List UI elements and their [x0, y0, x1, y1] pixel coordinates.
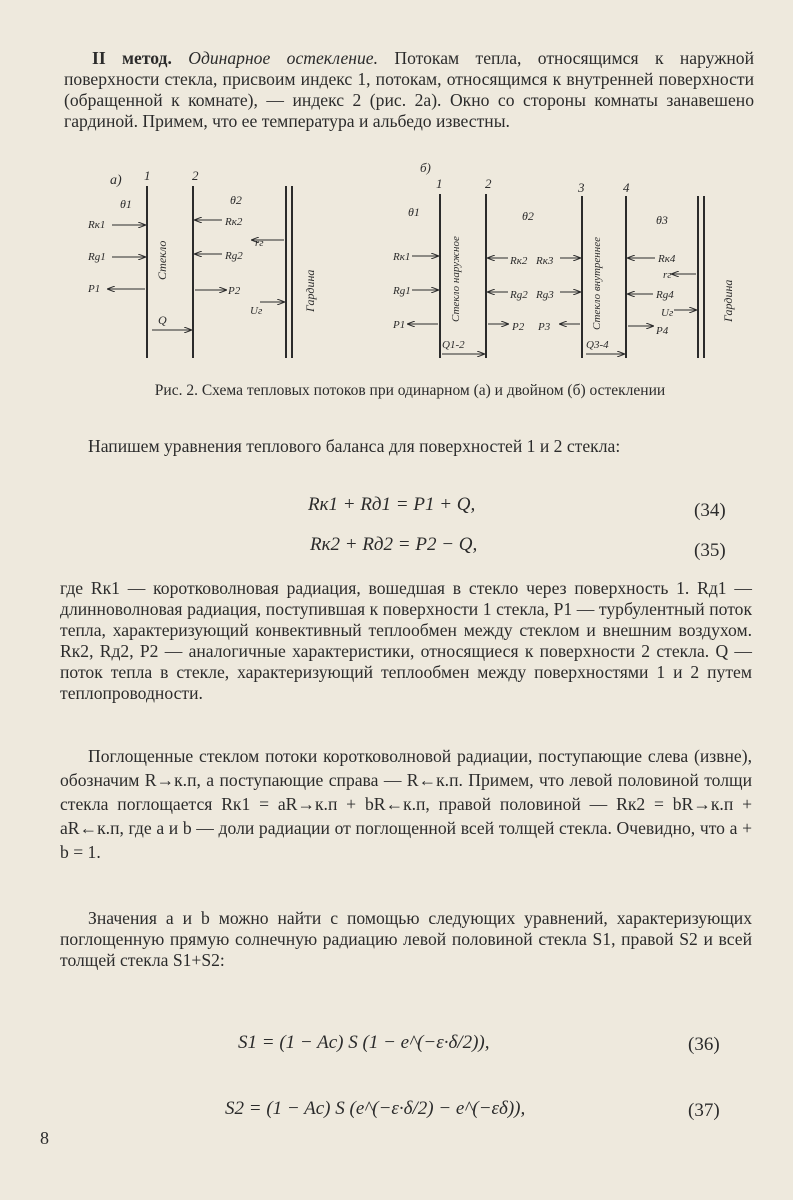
values-paragraph: Значения a и b можно найти с помощью следующих уравнений, характеризующих поглощенную прямую солнечную радиацию левой половиной стекла S1, правой S2 и всей толщей стекла S1+S2: — [60, 908, 752, 970]
a-p2: P2 — [228, 285, 241, 297]
a-glass-label: Стекло — [155, 240, 169, 280]
a-rk2: Rк2 — [225, 216, 243, 228]
page-number: 8 — [40, 1128, 49, 1148]
b-q34: Q3-4 — [586, 339, 609, 351]
balance-paragraph: Напишем уравнения теплового баланса для поверхностей 1 и 2 стекла: — [88, 436, 621, 456]
a-theta2: θ2 — [230, 193, 242, 207]
panel-b-num3: 3 — [578, 180, 585, 195]
panel-b-num1: 1 — [436, 176, 443, 191]
panel-b-label: б) — [420, 160, 431, 175]
definitions-paragraph: где Rк1 — коротковолновая радиация, вошедшая в стекло через поверхность 1. Rд1 — длинноволновая радиация, поступившая к поверхности 1 стекла, P1 — турбулентный поток тепла, характеризующий конвективный теплообмен между стеклом и внешним воздухом. Rк2, Rд2, P2 — аналогичные характеристики, относящиеся к поверхности 2 стекла. Q — поток тепла в стекле, характеризующий теплообмен между поверхностями 1 и 2 путем теплопроводности. — [60, 578, 752, 703]
panel-b-num4: 4 — [623, 180, 630, 195]
b-glass-outer-label: Стекло наружное — [450, 236, 462, 322]
equation-36: S1 = (1 − Aс) S (1 − e^(−ε·δ/2)), — [238, 1032, 490, 1053]
b-p2: P2 — [512, 321, 525, 333]
a-rr: rг — [255, 237, 264, 249]
a-rg1: Rg1 — [88, 251, 106, 263]
b-rk2: Rк2 — [510, 255, 528, 267]
b-theta1: θ1 — [408, 205, 420, 219]
a-theta1: θ1 — [120, 197, 132, 211]
a-q: Q — [158, 313, 167, 327]
b-rk1: Rк1 — [393, 251, 411, 263]
a-rk1: Rк1 — [88, 219, 106, 231]
equation-36-number: (36) — [688, 1034, 720, 1055]
equation-34-number: (34) — [694, 500, 726, 521]
panel-a-num2: 2 — [192, 168, 199, 183]
b-p4: P4 — [656, 325, 669, 337]
panel-b — [392, 160, 735, 358]
panel-a — [87, 168, 317, 358]
equation-35-number: (35) — [694, 540, 726, 561]
method-title: Одинарное остекление. — [188, 48, 379, 68]
b-p1: P1 — [393, 319, 406, 331]
b-rg1: Rg1 — [393, 285, 411, 297]
b-rg2: Rg2 — [510, 289, 528, 301]
b-theta3: θ3 — [656, 213, 668, 227]
intro-text: Потокам тепла, относящимся к наружной поверхности стекла, присвоим индекс 1, потокам, относящимся к внутренней поверхности (обращенной к комнате), — индекс 2 (рис. 2а). Окно со стороны комнаты занавешено гардиной. Примем, что ее температура и альбедо известны. — [64, 48, 754, 131]
a-ur: Uг — [250, 305, 263, 317]
b-rr: rг — [663, 269, 672, 281]
a-rg2: Rg2 — [225, 250, 243, 262]
equation-35: Rк2 + Rд2 = P2 − Q, — [310, 534, 478, 555]
b-q12: Q1-2 — [442, 339, 465, 351]
figure-caption: Рис. 2. Схема тепловых потоков при одинарном (а) и двойном (б) остеклении — [154, 382, 666, 399]
b-p3: P3 — [538, 321, 551, 333]
equation-34: Rк1 + Rд1 = P1 + Q, — [308, 494, 476, 515]
b-rg3: Rg3 — [536, 289, 554, 301]
b-rg4: Rg4 — [656, 289, 674, 301]
b-rk4: Rк4 — [658, 253, 676, 265]
equation-37: S2 = (1 − Aс) S (e^(−ε·δ/2) − e^(−εδ)), — [225, 1098, 526, 1119]
panel-b-num2: 2 — [485, 176, 492, 191]
b-glass-inner-label: Стекло внутреннее — [591, 237, 603, 330]
b-rk3: Rк3 — [536, 255, 554, 267]
b-curtain-label: Гардина — [721, 279, 735, 322]
b-theta2: θ2 — [522, 209, 534, 223]
panel-a-num1: 1 — [144, 168, 151, 183]
panel-a-label: а) — [110, 173, 122, 188]
heat-flow-diagram — [88, 160, 735, 378]
a-curtain-label: Гардина — [303, 269, 317, 312]
b-ur: Uг — [661, 307, 674, 319]
intro-paragraph — [64, 48, 754, 132]
absorbed-paragraph: Поглощенные стеклом потоки коротковолновой радиации, поступающие слева (извне), обозначим R→к.п, а поступающие справа — R←к.п. Примем, что левой половиной толщи стекла поглощается Rк1 = aR→к.п + bR←к.п, правой половиной — Rк2 = bR→к.п + aR←к.п, где a и b — доли радиации от поглощенной всей толщей стекла. Очевидно, что a + b = 1. — [60, 746, 752, 862]
equation-37-number: (37) — [688, 1100, 720, 1121]
method-label: II метод. — [92, 48, 172, 68]
a-p1: P1 — [88, 283, 101, 295]
